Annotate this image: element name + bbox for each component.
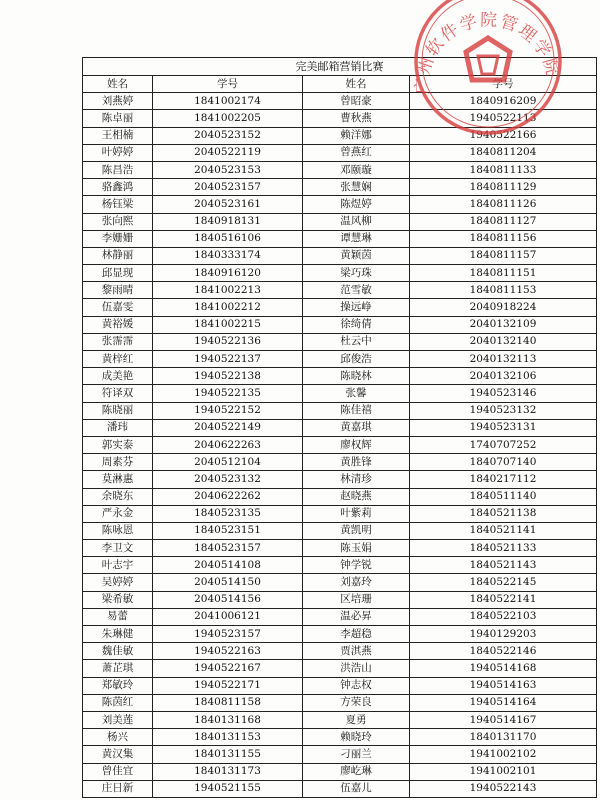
student-id-cell: 1840521138 bbox=[410, 505, 597, 522]
name-cell: 张慧娴 bbox=[303, 179, 410, 196]
name-cell: 郑敏玲 bbox=[83, 677, 153, 694]
student-id-cell: 1841002215 bbox=[153, 316, 303, 333]
student-id-cell: 2040523152 bbox=[153, 127, 303, 144]
name-cell: 夏勇 bbox=[303, 711, 410, 728]
name-cell: 杨钰梁 bbox=[83, 196, 153, 213]
student-id-cell: 1840523135 bbox=[153, 505, 303, 522]
student-id-cell: 2040523161 bbox=[153, 196, 303, 213]
name-cell: 庄日新 bbox=[83, 780, 153, 797]
student-id-cell: 1940521155 bbox=[153, 780, 303, 797]
student-id-cell: 2040514150 bbox=[153, 574, 303, 591]
name-cell: 曹秋燕 bbox=[303, 110, 410, 127]
header-id-1: 学号 bbox=[153, 76, 303, 93]
student-id-cell: 1841002205 bbox=[153, 110, 303, 127]
student-id-cell: 1840811151 bbox=[410, 265, 597, 282]
table-row bbox=[83, 299, 597, 316]
name-cell: 叶志宇 bbox=[83, 557, 153, 574]
student-id-cell: 1841002174 bbox=[153, 93, 303, 110]
student-id-cell: 2040132109 bbox=[410, 316, 597, 333]
table-row bbox=[83, 265, 597, 282]
student-id-cell: 2040514108 bbox=[153, 557, 303, 574]
student-id-cell: 1940514167 bbox=[410, 711, 597, 728]
name-cell: 黄梓红 bbox=[83, 351, 153, 368]
name-cell: 区培珊 bbox=[303, 591, 410, 608]
name-cell: 严永金 bbox=[83, 505, 153, 522]
table-row bbox=[83, 746, 597, 763]
table-row bbox=[83, 643, 597, 660]
table-row bbox=[83, 333, 597, 350]
header-name-2: 姓名 bbox=[303, 76, 410, 93]
table-row bbox=[83, 522, 597, 539]
table-row bbox=[83, 763, 597, 780]
student-id-cell: 1940523146 bbox=[410, 385, 597, 402]
student-id-cell: 1840707140 bbox=[410, 454, 597, 471]
document-page bbox=[82, 57, 596, 798]
student-id-cell: 1840521141 bbox=[410, 522, 597, 539]
name-cell: 王相楠 bbox=[83, 127, 153, 144]
table-row bbox=[83, 196, 597, 213]
name-cell: 魏佳敏 bbox=[83, 643, 153, 660]
roster-body bbox=[83, 93, 597, 798]
name-cell: 骆鑫鸿 bbox=[83, 179, 153, 196]
name-cell: 黄颖茵 bbox=[303, 247, 410, 264]
student-id-cell: 1940522137 bbox=[153, 351, 303, 368]
table-row bbox=[83, 161, 597, 178]
student-id-cell: 1840918131 bbox=[153, 213, 303, 230]
student-id-cell: 1840511140 bbox=[410, 488, 597, 505]
table-row bbox=[83, 351, 597, 368]
name-cell: 温必昇 bbox=[303, 608, 410, 625]
student-id-cell: 2040132140 bbox=[410, 333, 597, 350]
student-id-cell: 2040523157 bbox=[153, 179, 303, 196]
student-id-cell: 1840131173 bbox=[153, 763, 303, 780]
table-row bbox=[83, 574, 597, 591]
name-cell: 刁丽兰 bbox=[303, 746, 410, 763]
name-cell: 曾昭豪 bbox=[303, 93, 410, 110]
name-cell: 钟志权 bbox=[303, 677, 410, 694]
table-row bbox=[83, 608, 597, 625]
name-cell: 李超稳 bbox=[303, 626, 410, 643]
name-cell: 操远峥 bbox=[303, 299, 410, 316]
header-id-2: 学号 bbox=[410, 76, 597, 93]
table-row bbox=[83, 677, 597, 694]
name-cell: 赖晓玲 bbox=[303, 729, 410, 746]
name-cell: 黄凯明 bbox=[303, 522, 410, 539]
table-row bbox=[83, 780, 597, 797]
name-cell: 邱显现 bbox=[83, 265, 153, 282]
name-cell: 伍嘉雯 bbox=[83, 299, 153, 316]
student-id-cell: 1840522146 bbox=[410, 643, 597, 660]
table-row bbox=[83, 230, 597, 247]
student-id-cell: 2040918224 bbox=[410, 299, 597, 316]
name-cell: 徐绮倩 bbox=[303, 316, 410, 333]
name-cell: 赖洋娜 bbox=[303, 127, 410, 144]
name-cell: 莫淋惠 bbox=[83, 471, 153, 488]
name-cell: 周素芬 bbox=[83, 454, 153, 471]
name-cell: 易蕾 bbox=[83, 608, 153, 625]
name-cell: 符译双 bbox=[83, 385, 153, 402]
student-id-cell: 2040522149 bbox=[153, 419, 303, 436]
table-row bbox=[83, 110, 597, 127]
student-id-cell: 2040132106 bbox=[410, 368, 597, 385]
table-row bbox=[83, 213, 597, 230]
student-id-cell: 1941002101 bbox=[410, 763, 597, 780]
name-cell: 张向熙 bbox=[83, 213, 153, 230]
name-cell: 叶婷婷 bbox=[83, 144, 153, 161]
name-cell: 杜云中 bbox=[303, 333, 410, 350]
table-row bbox=[83, 454, 597, 471]
table-row bbox=[83, 144, 597, 161]
student-id-cell: 1940522166 bbox=[410, 127, 597, 144]
name-cell: 方荣良 bbox=[303, 694, 410, 711]
name-cell: 陈煜婷 bbox=[303, 196, 410, 213]
student-id-cell: 1840333174 bbox=[153, 247, 303, 264]
name-cell: 林清珍 bbox=[303, 471, 410, 488]
name-cell: 梁希敏 bbox=[83, 591, 153, 608]
student-id-cell: 1940514163 bbox=[410, 677, 597, 694]
name-cell: 范雪敏 bbox=[303, 282, 410, 299]
name-cell: 林静丽 bbox=[83, 247, 153, 264]
student-id-cell: 2040523132 bbox=[153, 471, 303, 488]
student-id-cell: 1840811127 bbox=[410, 213, 597, 230]
student-id-cell: 1941002102 bbox=[410, 746, 597, 763]
table-row bbox=[83, 385, 597, 402]
name-cell: 黄嘉琪 bbox=[303, 419, 410, 436]
table-row bbox=[83, 488, 597, 505]
table-row bbox=[83, 505, 597, 522]
title-row bbox=[83, 58, 597, 76]
name-cell: 刘燕婷 bbox=[83, 93, 153, 110]
name-cell: 谭慧琳 bbox=[303, 230, 410, 247]
table-row bbox=[83, 540, 597, 557]
name-cell: 邱俊浩 bbox=[303, 351, 410, 368]
name-cell: 余晓东 bbox=[83, 488, 153, 505]
name-cell: 张霈霈 bbox=[83, 333, 153, 350]
seal-text-path: 广州软件学院管理学院 bbox=[412, 10, 563, 95]
student-id-cell: 1840131153 bbox=[153, 729, 303, 746]
name-cell: 萧芷琪 bbox=[83, 660, 153, 677]
name-cell: 邓颐璇 bbox=[303, 161, 410, 178]
student-id-cell: 1940523157 bbox=[153, 626, 303, 643]
name-cell: 曾佳宜 bbox=[83, 763, 153, 780]
name-cell: 郭实泰 bbox=[83, 436, 153, 453]
student-id-cell: 2041006121 bbox=[153, 608, 303, 625]
student-id-cell: 1740707252 bbox=[410, 436, 597, 453]
name-cell: 廖权辉 bbox=[303, 436, 410, 453]
student-id-cell: 1940129203 bbox=[410, 626, 597, 643]
student-id-cell: 1840811126 bbox=[410, 196, 597, 213]
student-id-cell: 1841002213 bbox=[153, 282, 303, 299]
name-cell: 张馨 bbox=[303, 385, 410, 402]
name-cell: 李卫文 bbox=[83, 540, 153, 557]
student-id-cell: 1840523151 bbox=[153, 522, 303, 539]
table-row bbox=[83, 626, 597, 643]
student-id-cell: 1840522103 bbox=[410, 608, 597, 625]
student-id-cell: 1940522163 bbox=[153, 643, 303, 660]
student-id-cell: 1840522141 bbox=[410, 591, 597, 608]
name-cell: 陈玉娟 bbox=[303, 540, 410, 557]
student-id-cell: 2040132113 bbox=[410, 351, 597, 368]
table-row bbox=[83, 316, 597, 333]
name-cell: 陈晓林 bbox=[303, 368, 410, 385]
name-cell: 钟学锐 bbox=[303, 557, 410, 574]
student-id-cell: 1940523131 bbox=[410, 419, 597, 436]
table-row bbox=[83, 93, 597, 110]
table-row bbox=[83, 127, 597, 144]
name-cell: 黎雨晴 bbox=[83, 282, 153, 299]
table-row bbox=[83, 557, 597, 574]
table-row bbox=[83, 436, 597, 453]
name-cell: 李姗姗 bbox=[83, 230, 153, 247]
student-id-cell: 1840521133 bbox=[410, 540, 597, 557]
name-cell: 赵晓燕 bbox=[303, 488, 410, 505]
student-id-cell: 1840217112 bbox=[410, 471, 597, 488]
student-id-cell: 1840811133 bbox=[410, 161, 597, 178]
table-row bbox=[83, 660, 597, 677]
student-id-cell: 2040514156 bbox=[153, 591, 303, 608]
student-id-cell: 1840131155 bbox=[153, 746, 303, 763]
student-id-cell: 1840522145 bbox=[410, 574, 597, 591]
name-cell: 成美艳 bbox=[83, 368, 153, 385]
student-id-cell: 1940522143 bbox=[410, 780, 597, 797]
student-id-cell: 1840811157 bbox=[410, 247, 597, 264]
student-id-cell: 1840811156 bbox=[410, 230, 597, 247]
student-id-cell: 1940522167 bbox=[153, 660, 303, 677]
name-cell: 贾淇燕 bbox=[303, 643, 410, 660]
student-id-cell: 1840916209 bbox=[410, 93, 597, 110]
student-id-cell: 2040522119 bbox=[153, 144, 303, 161]
student-id-cell: 1840521143 bbox=[410, 557, 597, 574]
name-cell: 洪浩山 bbox=[303, 660, 410, 677]
header-row bbox=[83, 76, 597, 93]
student-id-cell: 2040512104 bbox=[153, 454, 303, 471]
table-title: 完美邮箱营销比赛 bbox=[83, 58, 597, 76]
name-cell: 陈昌浩 bbox=[83, 161, 153, 178]
name-cell: 杨兴 bbox=[83, 729, 153, 746]
table-row bbox=[83, 711, 597, 728]
name-cell: 陈茵红 bbox=[83, 694, 153, 711]
student-id-cell: 1940522152 bbox=[153, 402, 303, 419]
roster-table bbox=[82, 57, 597, 798]
student-id-cell: 1940522171 bbox=[153, 677, 303, 694]
table-row bbox=[83, 247, 597, 264]
student-id-cell: 1840131168 bbox=[153, 711, 303, 728]
student-id-cell: 1840516106 bbox=[153, 230, 303, 247]
table-row bbox=[83, 471, 597, 488]
name-cell: 陈咏恩 bbox=[83, 522, 153, 539]
name-cell: 黄裕媛 bbox=[83, 316, 153, 333]
name-cell: 刘美莲 bbox=[83, 711, 153, 728]
student-id-cell: 2040622262 bbox=[153, 488, 303, 505]
student-id-cell: 1940522113 bbox=[410, 110, 597, 127]
name-cell: 温风柳 bbox=[303, 213, 410, 230]
table-row bbox=[83, 402, 597, 419]
table-row bbox=[83, 694, 597, 711]
table-row bbox=[83, 591, 597, 608]
student-id-cell: 1940514164 bbox=[410, 694, 597, 711]
table-row bbox=[83, 419, 597, 436]
name-cell: 陈佳禧 bbox=[303, 402, 410, 419]
student-id-cell: 1840811204 bbox=[410, 144, 597, 161]
student-id-cell: 1940522135 bbox=[153, 385, 303, 402]
name-cell: 廖屹琳 bbox=[303, 763, 410, 780]
table-row bbox=[83, 729, 597, 746]
name-cell: 陈晓丽 bbox=[83, 402, 153, 419]
name-cell: 潘玮 bbox=[83, 419, 153, 436]
table-row bbox=[83, 179, 597, 196]
student-id-cell: 1940514168 bbox=[410, 660, 597, 677]
student-id-cell: 1840916120 bbox=[153, 265, 303, 282]
name-cell: 伍嘉儿 bbox=[303, 780, 410, 797]
student-id-cell: 1840811158 bbox=[153, 694, 303, 711]
name-cell: 朱琳健 bbox=[83, 626, 153, 643]
table-row bbox=[83, 368, 597, 385]
student-id-cell: 2040523153 bbox=[153, 161, 303, 178]
header-name-1: 姓名 bbox=[83, 76, 153, 93]
student-id-cell: 1840811129 bbox=[410, 179, 597, 196]
name-cell: 陈卓丽 bbox=[83, 110, 153, 127]
student-id-cell: 1940522138 bbox=[153, 368, 303, 385]
student-id-cell: 1841002212 bbox=[153, 299, 303, 316]
student-id-cell: 1940522136 bbox=[153, 333, 303, 350]
name-cell: 梁巧珠 bbox=[303, 265, 410, 282]
name-cell: 黄汉集 bbox=[83, 746, 153, 763]
student-id-cell: 1840811153 bbox=[410, 282, 597, 299]
student-id-cell: 1940523132 bbox=[410, 402, 597, 419]
name-cell: 吴婷婷 bbox=[83, 574, 153, 591]
student-id-cell: 1840131170 bbox=[410, 729, 597, 746]
student-id-cell: 2040622263 bbox=[153, 436, 303, 453]
student-id-cell: 1840523157 bbox=[153, 540, 303, 557]
name-cell: 黄胜锋 bbox=[303, 454, 410, 471]
name-cell: 曾燕红 bbox=[303, 144, 410, 161]
table-row bbox=[83, 282, 597, 299]
name-cell: 刘嘉玲 bbox=[303, 574, 410, 591]
name-cell: 叶紫莉 bbox=[303, 505, 410, 522]
